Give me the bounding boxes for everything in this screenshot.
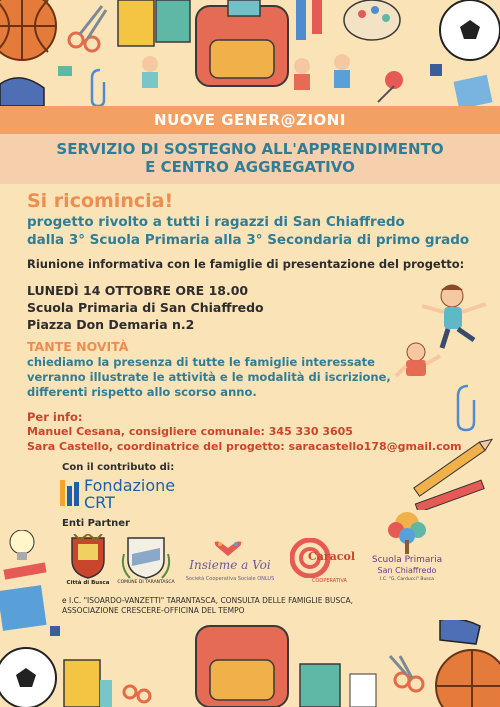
news-line2: verranno illustrate le attività e le modalità di iscrizione, <box>27 370 391 384</box>
caracol-logo <box>290 538 356 590</box>
sneaker-icon <box>440 620 480 644</box>
crayon-icon <box>3 562 46 579</box>
caracol-name: Caracol <box>308 550 356 563</box>
school-name-line2: San Chiaffredo <box>377 566 437 575</box>
right-supplies-illustration <box>410 380 500 510</box>
insieme-caption: Società Cooperativa Sociale ONLUS <box>185 576 275 582</box>
news-line1: chiediamo la presenza di tutte le famiglie interessate <box>27 355 375 369</box>
fondazione-crt-logo <box>60 478 220 514</box>
paperclip-icon <box>92 70 104 106</box>
brand-title: NUOVE GENER@ZIONI <box>154 111 346 129</box>
palette-icon <box>344 0 400 40</box>
green-notebook-icon <box>300 664 340 707</box>
notebook-icon <box>64 660 100 707</box>
school-name-line1: Scuola Primaria <box>371 555 443 565</box>
news-title: TANTE NOVITÀ <box>27 339 129 354</box>
meeting-description: Riunione informativa con le famiglie di presentazione del progetto: <box>27 257 465 271</box>
meeting-place: Scuola Primaria di San Chiaffredo <box>27 300 264 315</box>
insieme-a-voi-logo <box>178 540 282 588</box>
pushpin-icon <box>378 71 403 102</box>
partners-label: Enti Partner <box>62 518 130 529</box>
caracol-caption: COOPERATIVA <box>312 578 347 584</box>
tree-icon <box>386 510 428 554</box>
tarantasca-caption: COMUNE DI TARANTASCA <box>117 580 175 585</box>
busca-crest-logo <box>62 534 114 592</box>
soccer-ball-icon <box>440 0 500 60</box>
meeting-address: Piazza Don Demaria n.2 <box>27 317 195 332</box>
info-title: Per info: <box>27 410 83 424</box>
scissors-icon <box>390 656 423 691</box>
notebook-icon <box>118 0 154 46</box>
green-notebook-icon <box>156 0 190 42</box>
backpack-icon <box>196 626 288 707</box>
heart-icon <box>208 540 248 558</box>
service-banner <box>0 134 500 184</box>
intro-line1: progetto rivolto a tutti i ragazzi di San Chiaffredo <box>27 214 405 230</box>
service-title-line2: E CENTRO AGGREGATIVO <box>145 158 355 176</box>
scuola-primaria-logo <box>366 510 448 596</box>
news-line3: differenti rispetto allo scorso anno. <box>27 385 257 399</box>
tarantasca-crest-logo <box>118 534 174 592</box>
sponsor-name-line2: CRT <box>84 493 115 512</box>
info-contact2: Sara Castello, coordinatrice del progetto: saracastello178@gmail.com <box>27 440 462 453</box>
sponsor-label: Con il contributo di: <box>62 462 175 473</box>
intro-title: Si ricomincia! <box>27 190 174 212</box>
scissors-icon <box>69 6 106 51</box>
partners-extra-line2: ASSOCIAZIONE CRESCERE-OFFICINA DEL TEMPO <box>62 606 245 615</box>
partners-extra-line1: e I.C. "ISOARDO-VANZETTI" TARANTASCA, CONSULTA DELLE FAMIGLIE BUSCA, <box>62 596 354 605</box>
children-exercising-illustration <box>394 282 490 382</box>
service-title-line1: SERVIZIO DI SOSTEGNO ALL'APPRENDIMENTO <box>56 140 444 158</box>
top-school-supplies-illustration <box>0 0 500 106</box>
busca-crest-icon <box>62 534 114 580</box>
scissors-icon <box>124 686 150 702</box>
sticky-note-icon <box>453 75 492 106</box>
crayon-icon <box>296 0 306 40</box>
school-caption: I.C. "G. Carducci" Busca <box>380 577 434 582</box>
backpack-icon <box>196 0 288 86</box>
basketball-icon <box>0 0 56 60</box>
lightbulb-icon <box>10 530 34 560</box>
intro-line2: dalla 3° Scuola Primaria alla 3° Secondaria di primo grado <box>27 232 470 248</box>
brand-banner <box>0 106 500 134</box>
insieme-name: Insieme a Voi <box>189 558 271 572</box>
sponsor-name-line1: Fondazione <box>84 476 176 495</box>
crt-logo-bar-icon <box>60 480 65 506</box>
bottom-school-supplies-illustration <box>0 620 500 707</box>
soccer-ball-icon <box>0 648 56 707</box>
busca-caption: Città di Busca <box>66 580 110 586</box>
sneaker-icon <box>0 78 44 106</box>
paperclip-icon <box>458 386 474 430</box>
meeting-datetime: LUNEDÌ 14 OTTOBRE ORE 18.00 <box>27 283 249 298</box>
basketball-icon <box>436 650 500 707</box>
info-contact1: Manuel Cesana, consigliere comunale: 345 330 3605 <box>27 425 353 438</box>
tarantasca-crest-icon <box>118 534 174 580</box>
